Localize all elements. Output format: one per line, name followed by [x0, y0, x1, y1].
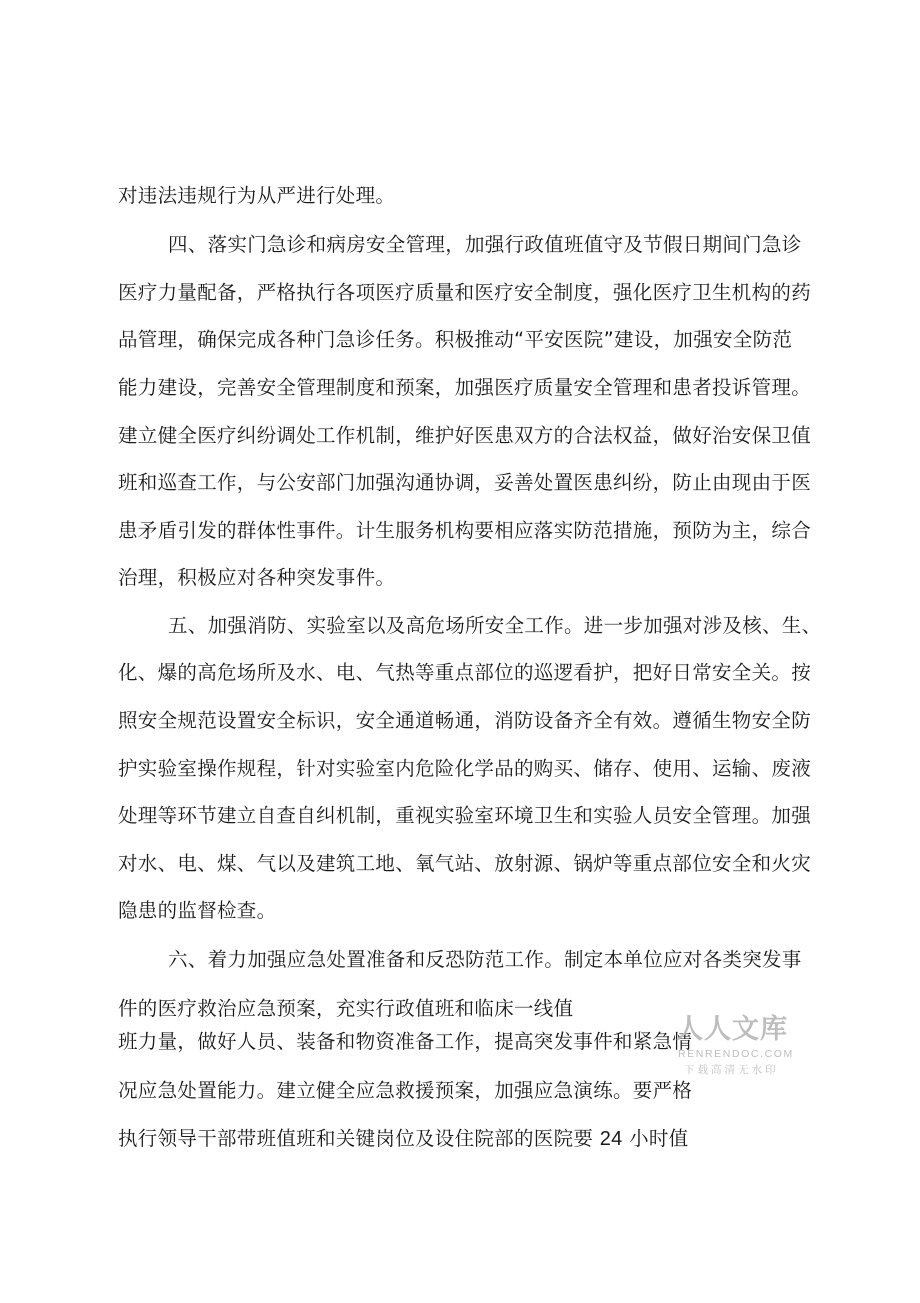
watermark-title: 人人文库 [676, 1014, 788, 1045]
text-line: 四、落实门急诊和病房安全管理，加强行政值班值守及节假日期间门急诊 [168, 233, 802, 256]
text-segment: 小时值 [629, 1127, 689, 1150]
text-line: 化、爆的高危场所及水、电、气热等重点部位的巡逻看护，把好日常安全关。按 [118, 661, 812, 684]
text-line: 治理，积极应对各种突发事件。 [118, 566, 396, 589]
text-line-last [118, 1127, 688, 1151]
text-line: 班力量，做好人员、装备和物资准备工作，提高突发事件和紧急情 [118, 1030, 693, 1053]
text-line: 品管理，确保完成各种门急诊任务。积极推动“平安医院”建设，加强安全防范 [118, 328, 793, 351]
text-line: 能力建设，完善安全管理制度和预案，加强医疗质量安全管理和患者投诉管理。 [118, 376, 812, 399]
text-line: 班和巡查工作，与公安部门加强沟通协调，妥善处置医患纠纷，防止由现由于医 [118, 471, 812, 494]
text-line: 六、着力加强应急处置准备和反恐防范工作。制定本单位应对各类突发事 [168, 948, 802, 971]
text-line: 建立健全医疗纠纷调处工作机制，维护好医患双方的合法权益，做好治安保卫值 [118, 424, 812, 447]
text-line: 五、加强消防、实验室以及高危场所安全工作。进一步加强对涉及核、生、 [168, 614, 822, 637]
text-line: 件的医疗救治应急预案，充实行政值班和临床一线值 [118, 997, 574, 1020]
text-line: 况应急处置能力。建立健全应急救援预案，加强应急演练。要严格 [118, 1079, 693, 1102]
text-line: 处理等环节建立自查自纠机制，重视实验室环境卫生和实验人员安全管理。加强 [118, 804, 812, 827]
watermark-slogan: 下载高清无水印 [684, 1064, 779, 1076]
text-line: 对水、电、煤、气以及建筑工地、氧气站、放射源、锅炉等重点部位安全和火灾 [118, 852, 812, 875]
text-line: 隐患的监督检查。 [118, 899, 277, 922]
text-line: 护实验室操作规程，针对实验室内危险化学品的购买、储存、使用、运输、废液 [118, 757, 812, 780]
hours-number: 24 [599, 1128, 623, 1150]
text-line: 医疗力量配备，严格执行各项医疗质量和医疗安全制度，强化医疗卫生机构的药 [118, 281, 812, 304]
watermark-logo [676, 1014, 794, 1084]
text-line: 对违法违规行为从严进行处理。 [118, 184, 396, 207]
watermark-domain: RENRENDOC.COM [678, 1048, 794, 1060]
text-line: 患矛盾引发的群体性事件。计生服务机构要相应落实防范措施，预防为主，综合 [118, 519, 812, 542]
text-line: 照安全规范设置安全标识，安全通道畅通，消防设备齐全有效。遵循生物安全防 [118, 709, 812, 732]
text-segment: 执行领导干部带班值班和关键岗位及设住院部的医院要 [118, 1127, 594, 1150]
